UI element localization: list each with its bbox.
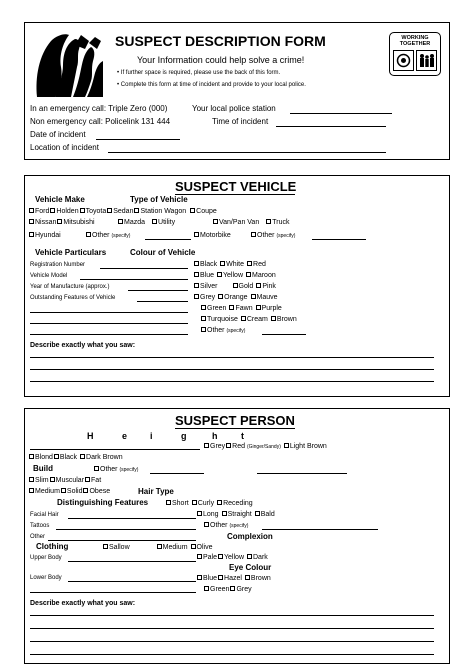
colour-row-2: Blue Yellow Maroon xyxy=(193,272,276,279)
checkbox-obese[interactable] xyxy=(83,488,88,493)
checkbox-hair-grey[interactable] xyxy=(204,443,209,448)
emergency-call: In an emergency call: Triple Zero (000) xyxy=(30,104,168,113)
person-describe-line-4[interactable] xyxy=(30,654,434,655)
form-subtitle: Your Information could help solve a crime! xyxy=(137,55,305,65)
year-field[interactable] xyxy=(128,290,188,291)
checkbox-maroon[interactable] xyxy=(246,272,251,277)
checkbox-fawn[interactable] xyxy=(229,305,234,310)
checkbox-black[interactable] xyxy=(194,261,199,266)
vehicle-row-2b: Mazda Utility xyxy=(117,219,175,226)
person-describe-line-1[interactable] xyxy=(30,615,434,616)
hair-type-other: Other (specify) xyxy=(203,522,248,529)
person-describe-line-2[interactable] xyxy=(30,628,434,629)
checkbox-orange[interactable] xyxy=(218,294,223,299)
checkbox-fat[interactable] xyxy=(85,477,90,482)
features-field-3[interactable] xyxy=(30,323,188,324)
checkbox-silver[interactable] xyxy=(194,283,199,288)
checkbox-yellow[interactable] xyxy=(217,272,222,277)
checkbox-turquoise[interactable] xyxy=(201,316,206,321)
checkbox-sallow[interactable] xyxy=(103,544,108,549)
checkbox-eye-blue[interactable] xyxy=(197,575,202,580)
hair-type-row-2: Long Straight Bald xyxy=(196,511,275,518)
colour-row-7: Other (specify) xyxy=(200,327,245,334)
height-letter-e: e xyxy=(122,431,128,441)
vehicle-title-underline xyxy=(175,194,295,195)
badge-line1: WORKING xyxy=(401,35,429,41)
checkbox-gold[interactable] xyxy=(233,283,238,288)
checkbox-mauve[interactable] xyxy=(251,294,256,299)
checkbox-other-make[interactable] xyxy=(86,232,91,237)
checkbox-other-colour[interactable] xyxy=(201,327,206,332)
vehicle-row-1: Ford Holden Toyota Sedan Station Wagon Coupe xyxy=(28,208,217,215)
checkbox-blue[interactable] xyxy=(194,272,199,277)
registration-field[interactable] xyxy=(100,268,188,269)
checkbox-medium-build[interactable] xyxy=(29,488,34,493)
checkbox-coupe[interactable] xyxy=(190,208,195,213)
checkbox-short[interactable] xyxy=(166,500,171,505)
person-describe-label: Describe exactly what you saw: xyxy=(30,600,136,607)
height-field[interactable] xyxy=(30,449,200,450)
checkbox-hair-black[interactable] xyxy=(54,454,59,459)
badge-emblem-icon xyxy=(393,50,437,72)
location-label: Location of incident xyxy=(30,143,99,152)
checkbox-eye-hazel[interactable] xyxy=(218,575,223,580)
lower-body-field-2[interactable] xyxy=(30,592,196,593)
vehicle-title: SUSPECT VEHICLE xyxy=(175,179,297,194)
height-letter-g: g xyxy=(181,431,187,441)
vehicle-describe-label: Describe exactly what you saw: xyxy=(30,342,136,349)
checkbox-yellow-complexion[interactable] xyxy=(218,554,223,559)
checkbox-ford[interactable] xyxy=(29,208,34,213)
checkbox-muscular[interactable] xyxy=(50,477,55,482)
checkbox-van[interactable] xyxy=(213,219,218,224)
colour-row-6: Turquoise Cream Brown xyxy=(200,316,297,323)
form-title: SUSPECT DESCRIPTION FORM xyxy=(115,33,326,49)
location-field[interactable] xyxy=(108,152,386,153)
local-station-field[interactable] xyxy=(290,113,392,114)
hair-other: Other (specify) xyxy=(93,466,138,473)
checkbox-dark[interactable] xyxy=(247,554,252,559)
checkbox-long[interactable] xyxy=(197,511,202,516)
local-station-label: Your local police station xyxy=(192,104,276,113)
vehicle-describe-line-3[interactable] xyxy=(30,381,434,382)
height-letter-t: t xyxy=(241,431,244,441)
complexion-row-2: Pale Yellow Dark xyxy=(196,554,268,561)
checkbox-straight[interactable] xyxy=(222,511,227,516)
checkbox-truck[interactable] xyxy=(266,219,271,224)
checkbox-white[interactable] xyxy=(220,261,225,266)
person-title: SUSPECT PERSON xyxy=(175,413,295,428)
vehicle-describe-line-2[interactable] xyxy=(30,369,434,370)
features-field-4[interactable] xyxy=(30,334,188,335)
height-letter-h: H xyxy=(87,431,94,441)
instruction-2: • Complete this form at time of incident and provide to your local police. xyxy=(117,82,306,88)
tattoos-field[interactable] xyxy=(56,529,196,530)
checkbox-mazda[interactable] xyxy=(118,219,123,224)
checkbox-solid[interactable] xyxy=(61,488,66,493)
date-field[interactable] xyxy=(96,139,180,140)
eye-colour-heading: Eye Colour xyxy=(229,563,272,572)
checkbox-green[interactable] xyxy=(201,305,206,310)
checkbox-sedan[interactable] xyxy=(107,208,112,213)
registration-label: Registration Number xyxy=(30,262,86,268)
build-row-1: Slim Muscular Fat xyxy=(28,477,101,484)
eye-row-1: Blue Hazel Brown xyxy=(196,575,271,582)
facial-hair-label: Facial Hair xyxy=(30,512,59,518)
date-label: Date of incident xyxy=(30,130,86,139)
hair-other-field[interactable] xyxy=(150,473,204,474)
lower-body-field[interactable] xyxy=(68,581,196,582)
instruction-1: • If further space is required, please use the back of this form. xyxy=(117,70,281,76)
checkbox-red[interactable] xyxy=(247,261,252,266)
checkbox-eye-grey[interactable] xyxy=(230,586,235,591)
tattoos-label: Tattoos xyxy=(30,523,50,529)
clothing-heading: Clothing xyxy=(36,542,69,551)
checkbox-eye-brown[interactable] xyxy=(245,575,250,580)
badge-line2: TOGETHER xyxy=(399,41,431,47)
colour-row-3: Silver Gold Pink xyxy=(193,283,276,290)
upper-body-label: Upper Body xyxy=(30,555,62,561)
hair-other-field-2[interactable] xyxy=(257,473,347,474)
working-together-badge xyxy=(389,32,441,76)
colour-row-1: Black White Red xyxy=(193,261,266,268)
checkbox-cream[interactable] xyxy=(241,316,246,321)
vehicle-make-heading: Vehicle Make xyxy=(35,195,85,204)
model-field[interactable] xyxy=(80,279,188,280)
checkbox-curly[interactable] xyxy=(192,500,197,505)
colour-row-4: Grey Orange Mauve xyxy=(193,294,278,301)
checkbox-pink[interactable] xyxy=(256,283,261,288)
police-logo xyxy=(29,27,105,99)
build-heading: Build xyxy=(33,464,53,473)
checkbox-toyota[interactable] xyxy=(80,208,85,213)
checkbox-hair-dark-brown[interactable] xyxy=(80,454,85,459)
height-letter-i: i xyxy=(150,431,153,441)
checkbox-hair-blond[interactable] xyxy=(29,454,34,459)
other-make-field[interactable] xyxy=(145,239,191,240)
checkbox-pale[interactable] xyxy=(197,554,202,559)
checkbox-olive[interactable] xyxy=(191,544,196,549)
lower-body-label: Lower Body xyxy=(30,575,62,581)
checkbox-bald[interactable] xyxy=(255,511,260,516)
checkbox-hair-red[interactable] xyxy=(226,443,231,448)
checkbox-purple[interactable] xyxy=(256,305,261,310)
checkbox-medium-complexion[interactable] xyxy=(157,544,162,549)
features-label: Outstanding Features of Vehicle xyxy=(30,295,116,301)
hair-type-other-field[interactable] xyxy=(262,529,378,530)
features-field-2[interactable] xyxy=(30,312,188,313)
other-feature-label: Other xyxy=(30,534,46,540)
hair-type-heading: Hair Type xyxy=(138,487,174,496)
vehicle-row-2c: Van/Pan Van Truck xyxy=(212,219,289,226)
checkbox-other-type[interactable] xyxy=(251,232,256,237)
checkbox-nissan[interactable] xyxy=(29,219,34,224)
other-feature-field[interactable] xyxy=(48,540,196,541)
complexion-heading: Complexion xyxy=(227,532,273,541)
checkbox-mitsubishi[interactable] xyxy=(57,219,62,224)
colour-row-5: Green Fawn Purple xyxy=(200,305,282,312)
vehicle-row-3: Hyundai xyxy=(28,232,61,239)
non-emergency-call: Non emergency call: Policelink 131 444 xyxy=(30,117,171,126)
particulars-heading: Vehicle Particulars xyxy=(35,248,107,257)
other-type-field[interactable] xyxy=(312,239,366,240)
hair-row-1: Blond Black Dark Brown xyxy=(28,454,123,461)
person-title-underline xyxy=(175,428,295,429)
checkbox-eye-green[interactable] xyxy=(204,586,209,591)
time-field[interactable] xyxy=(276,126,386,127)
hair-type-row-1: Short Curly Receding xyxy=(165,500,253,507)
hair-top-row: Grey Red (Ginger/Sandy) Light Brown xyxy=(203,443,327,450)
vehicle-row-2: Nissan Mitsubishi xyxy=(28,219,95,226)
checkbox-hyundai[interactable] xyxy=(29,232,34,237)
checkbox-slim[interactable] xyxy=(29,477,34,482)
checkbox-hair-light-brown[interactable] xyxy=(284,443,289,448)
upper-body-field[interactable] xyxy=(68,561,196,562)
time-label: Time of incident xyxy=(212,117,269,126)
facial-hair-field[interactable] xyxy=(68,518,196,519)
checkbox-holden[interactable] xyxy=(50,208,55,213)
features-field-1[interactable] xyxy=(137,301,188,302)
checkbox-station-wagon[interactable] xyxy=(134,208,139,213)
complexion-row-1: Sallow Medium Olive xyxy=(102,544,212,551)
vehicle-describe-line-1[interactable] xyxy=(30,357,434,358)
vehicle-other-type: Other (specify) xyxy=(250,232,295,239)
checkbox-hair-type-other[interactable] xyxy=(204,522,209,527)
colour-heading: Colour of Vehicle xyxy=(130,248,196,257)
checkbox-receding[interactable] xyxy=(217,500,222,505)
checkbox-brown[interactable] xyxy=(271,316,276,321)
checkbox-grey[interactable] xyxy=(194,294,199,299)
checkbox-hair-other[interactable] xyxy=(94,466,99,471)
checkbox-utility[interactable] xyxy=(152,219,157,224)
person-describe-line-3[interactable] xyxy=(30,641,434,642)
vehicle-type-heading: Type of Vehicle xyxy=(130,195,188,204)
eye-row-2: Green Grey xyxy=(203,586,252,593)
other-colour-field[interactable] xyxy=(262,334,306,335)
model-label: Vehicle Model xyxy=(30,273,68,279)
height-letter-h2: h xyxy=(212,431,218,441)
build-row-2: Medium Solid Obese xyxy=(28,488,110,495)
vehicle-motorbike: Motorbike xyxy=(193,232,231,239)
vehicle-other-make: Other (specify) xyxy=(85,232,130,239)
distinguishing-heading: Distinguishing Features xyxy=(57,498,149,507)
year-label: Year of Manufacture (approx.) xyxy=(30,284,110,290)
checkbox-motorbike[interactable] xyxy=(194,232,199,237)
